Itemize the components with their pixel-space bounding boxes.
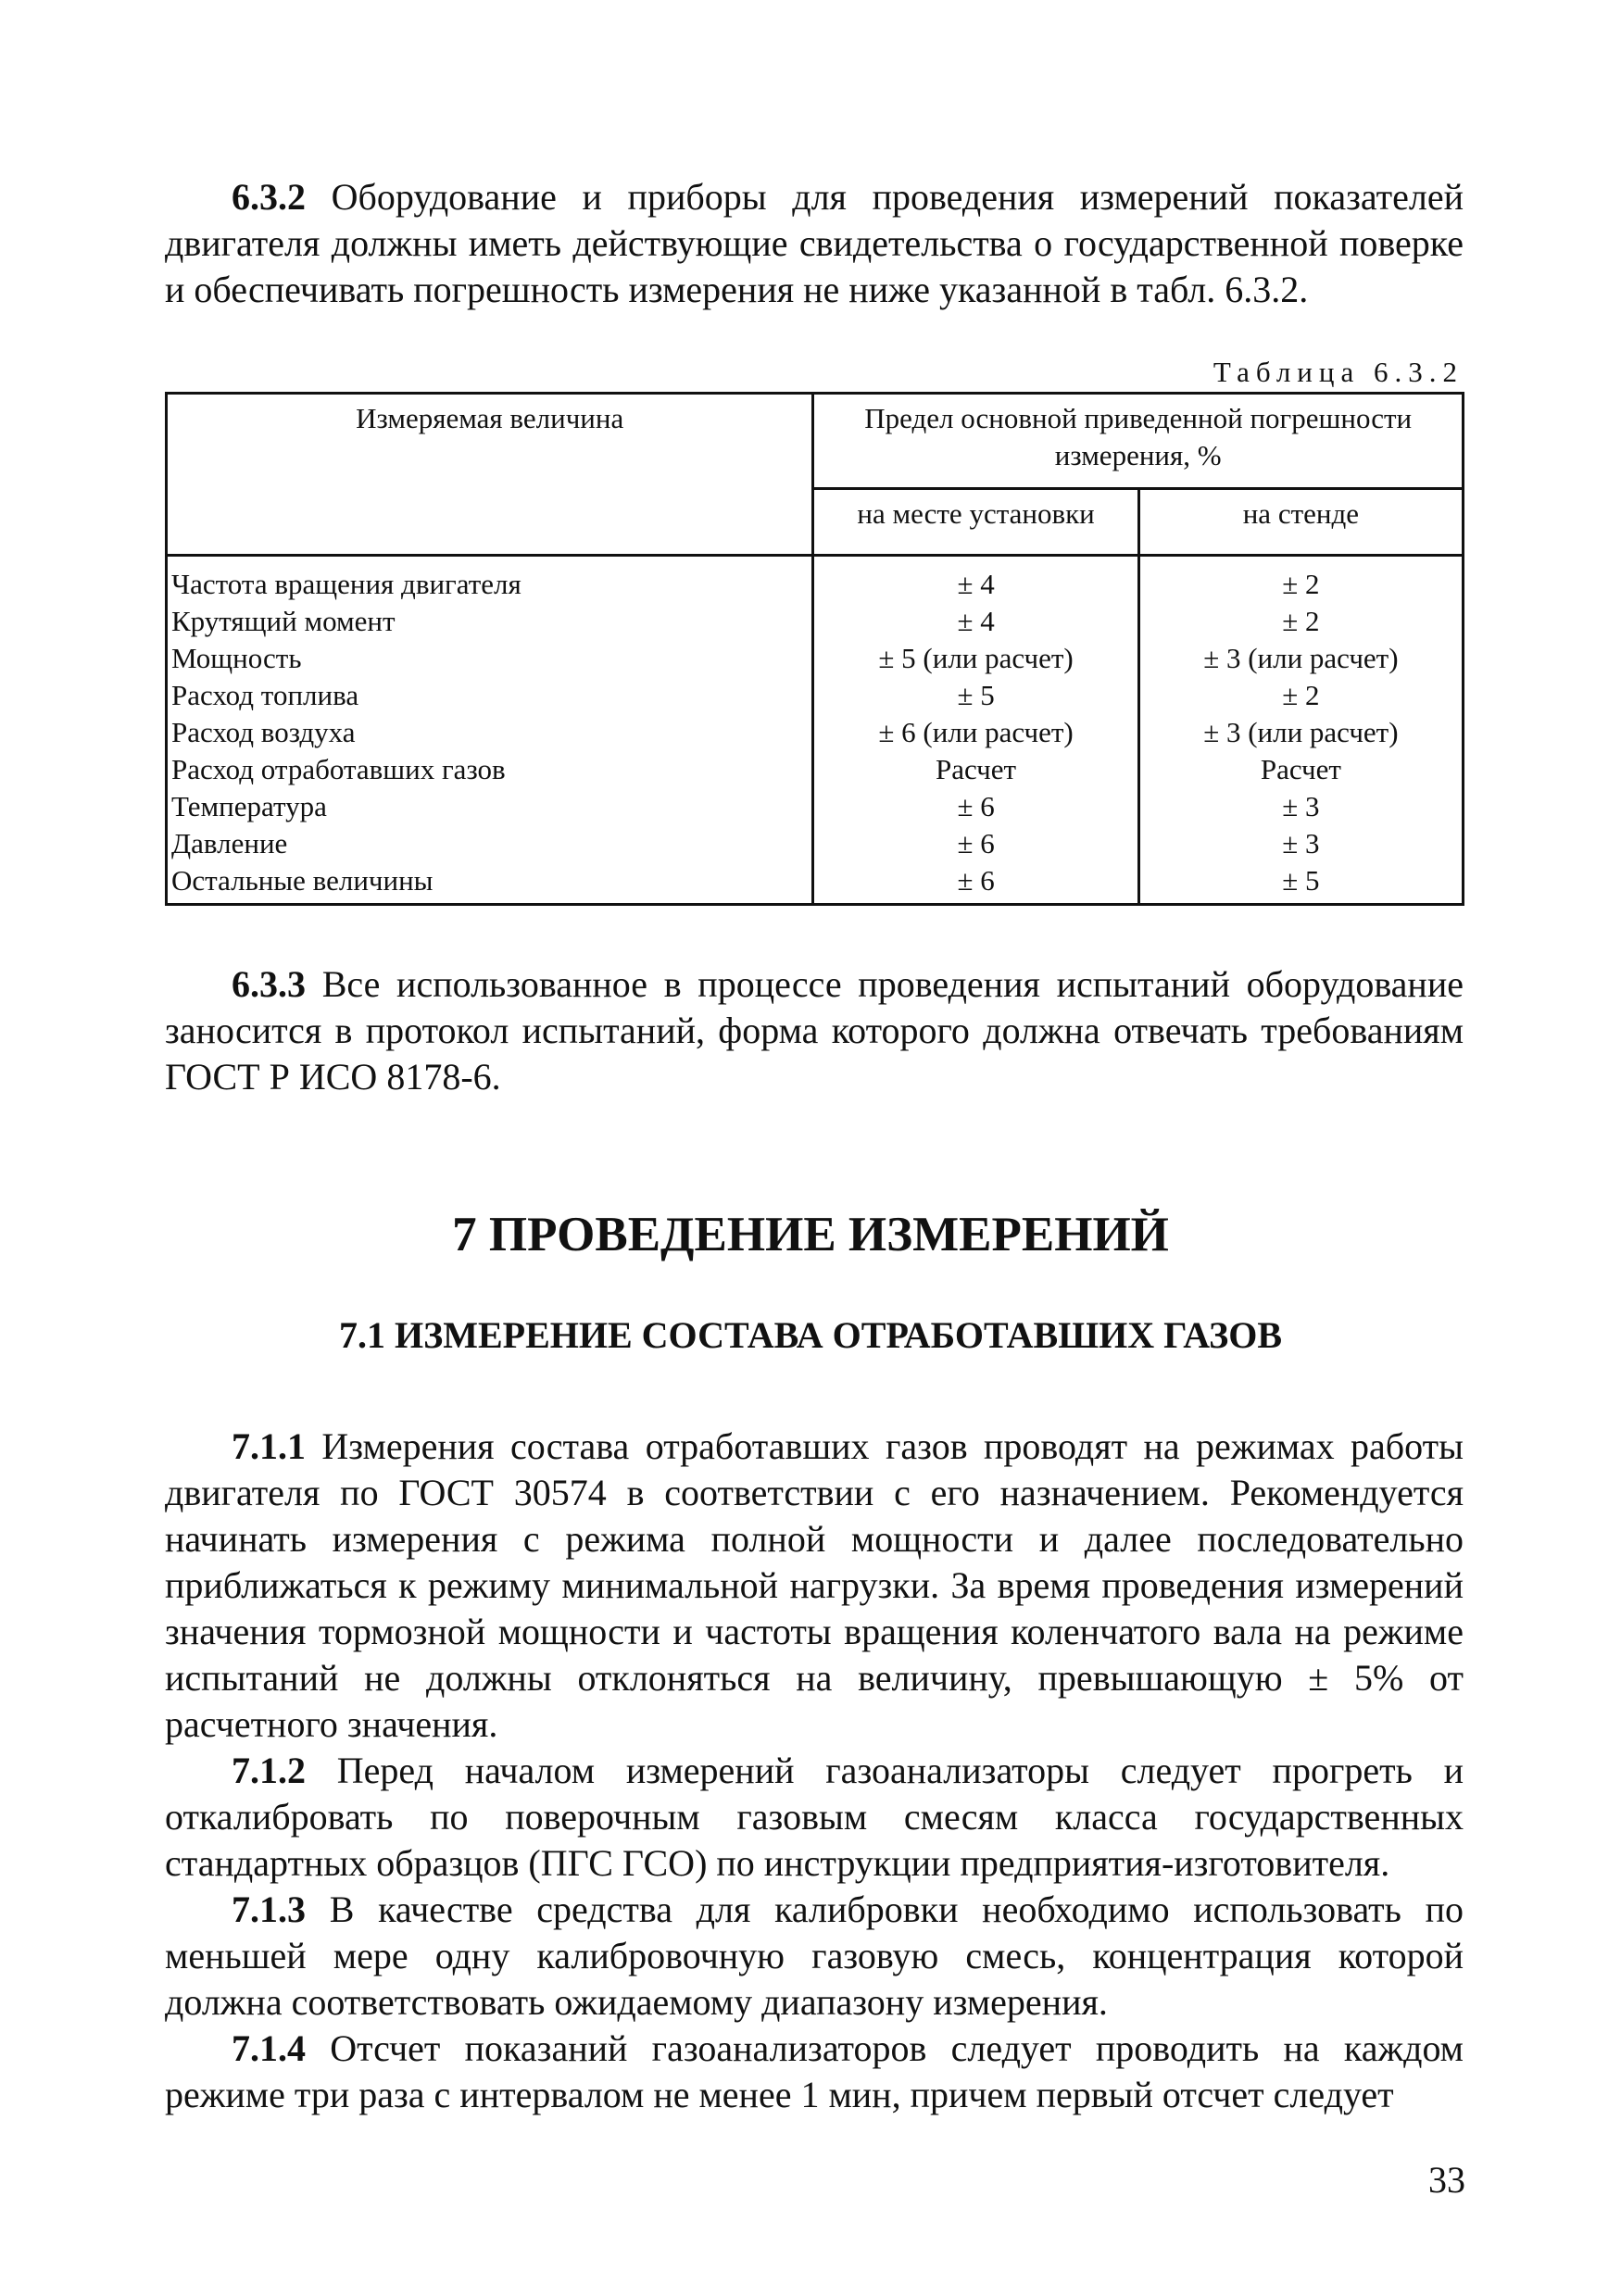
table-row [167, 603, 1464, 640]
paragraph-6-3-3 [165, 961, 1464, 1100]
cell-site: ± 5 (или расчет) [813, 640, 1138, 677]
paragraph-text: Все использованное в процессе проведения испытаний оборудование заносится в протокол испытаний, форма которого должна отвечать требованиям ГОСТ Р ИСО 8178-6. [165, 963, 1464, 1098]
cell-quantity: Давление [167, 825, 813, 862]
paragraph-7-1-4 [165, 2026, 1464, 2118]
cell-site: Расчет [813, 751, 1138, 788]
cell-quantity: Расход отработавших газов [167, 751, 813, 788]
section-number: 7.1.4 [232, 2027, 306, 2069]
paragraph-text: В качестве средства для калибровки необходимо использовать по меньшей мере одну калибровочную газовую смесь, концентрация которой должна соответствовать ожидаемому диапазону измерения. [165, 1888, 1464, 2023]
cell-quantity: Частота вращения двигателя [167, 556, 813, 604]
table-row [167, 788, 1464, 825]
cell-bench: ± 3 [1138, 788, 1463, 825]
paragraph-text: Измерения состава отработавших газов проводят на режимах работы двигателя по ГОСТ 30574 в соответствии с его назначением. Рекомендуется начинать измерения с режима полной мощности и далее последовательно приближаться к режиму минимальной нагрузки. За время проведения измерений значения тормозной мощности и частоты вращения коленчатого вала на режиме испытаний не должны отклоняться на величину, превышающую ± 5% от расчетного значения. [165, 1425, 1464, 1745]
cell-quantity: Остальные величины [167, 862, 813, 905]
cell-site: ± 6 [813, 788, 1138, 825]
page-number: 33 [1428, 2159, 1465, 2201]
cell-bench: ± 2 [1138, 603, 1463, 640]
table-row [167, 640, 1464, 677]
section-number: 7.1.3 [232, 1888, 306, 1930]
measurement-error-table [165, 392, 1464, 906]
cell-quantity: Крутящий момент [167, 603, 813, 640]
paragraph-text: Отсчет показаний газоанализаторов следует проводить на каждом режиме три раза с интервалом не менее 1 мин, причем первый отсчет следует [165, 2027, 1464, 2115]
header-on-bench: на стенде [1138, 489, 1463, 556]
section-number: 7.1.1 [232, 1425, 306, 1467]
header-measured-quantity: Измеряемая величина [167, 394, 813, 556]
cell-quantity: Мощность [167, 640, 813, 677]
cell-site: ± 5 [813, 677, 1138, 714]
section-number: 6.3.2 [232, 176, 306, 218]
header-at-site: на месте установки [813, 489, 1138, 556]
section-number: 6.3.3 [232, 963, 306, 1005]
section-heading: 7.1 ИЗМЕРЕНИЕ СОСТАВА ОТРАБОТАВШИХ ГАЗОВ [338, 1314, 1283, 1356]
table-row [167, 677, 1464, 714]
cell-site: ± 6 (или расчет) [813, 714, 1138, 751]
cell-site: ± 6 [813, 825, 1138, 862]
table-row [167, 751, 1464, 788]
table-row [167, 556, 1464, 604]
cell-bench: ± 5 [1138, 862, 1463, 905]
paragraph-7-1-3 [165, 1887, 1464, 2026]
cell-site: ± 6 [813, 862, 1138, 905]
cell-site: ± 4 [813, 556, 1138, 604]
paragraph-text: Перед началом измерений газоанализаторы следует прогреть и откалибровать по поверочным газовым смесям класса государственных стандартных образцов (ПГС ГСО) по инструкции предприятия-изготовителя. [165, 1750, 1464, 1884]
cell-site: ± 4 [813, 603, 1138, 640]
table-row [167, 825, 1464, 862]
chapter-heading: 7 ПРОВЕДЕНИЕ ИЗМЕРЕНИЙ [452, 1208, 1169, 1261]
table-row [167, 862, 1464, 905]
paragraph-7-1-2 [165, 1748, 1464, 1887]
cell-quantity: Расход топлива [167, 677, 813, 714]
cell-quantity: Температура [167, 788, 813, 825]
cell-bench: ± 3 (или расчет) [1138, 640, 1463, 677]
table-row [167, 714, 1464, 751]
paragraph-text: Оборудование и приборы для проведения измерений показателей двигателя должны иметь действующие свидетельства о государственной поверке и обеспечивать погрешность измерения не ниже указанной в табл. 6.3.2. [165, 176, 1464, 310]
cell-bench: ± 3 [1138, 825, 1463, 862]
cell-bench: ± 2 [1138, 556, 1463, 604]
cell-bench: ± 3 (или расчет) [1138, 714, 1463, 751]
header-error-limit: Предел основной приведенной погрешности измерения, % [813, 394, 1464, 489]
section-number: 7.1.2 [232, 1750, 306, 1791]
cell-quantity: Расход воздуха [167, 714, 813, 751]
table-caption: Таблица 6.3.2 [1213, 356, 1464, 388]
paragraph-6-3-2 [165, 174, 1464, 313]
paragraph-7-1-1 [165, 1424, 1464, 1748]
cell-bench: ± 2 [1138, 677, 1463, 714]
cell-bench: Расчет [1138, 751, 1463, 788]
